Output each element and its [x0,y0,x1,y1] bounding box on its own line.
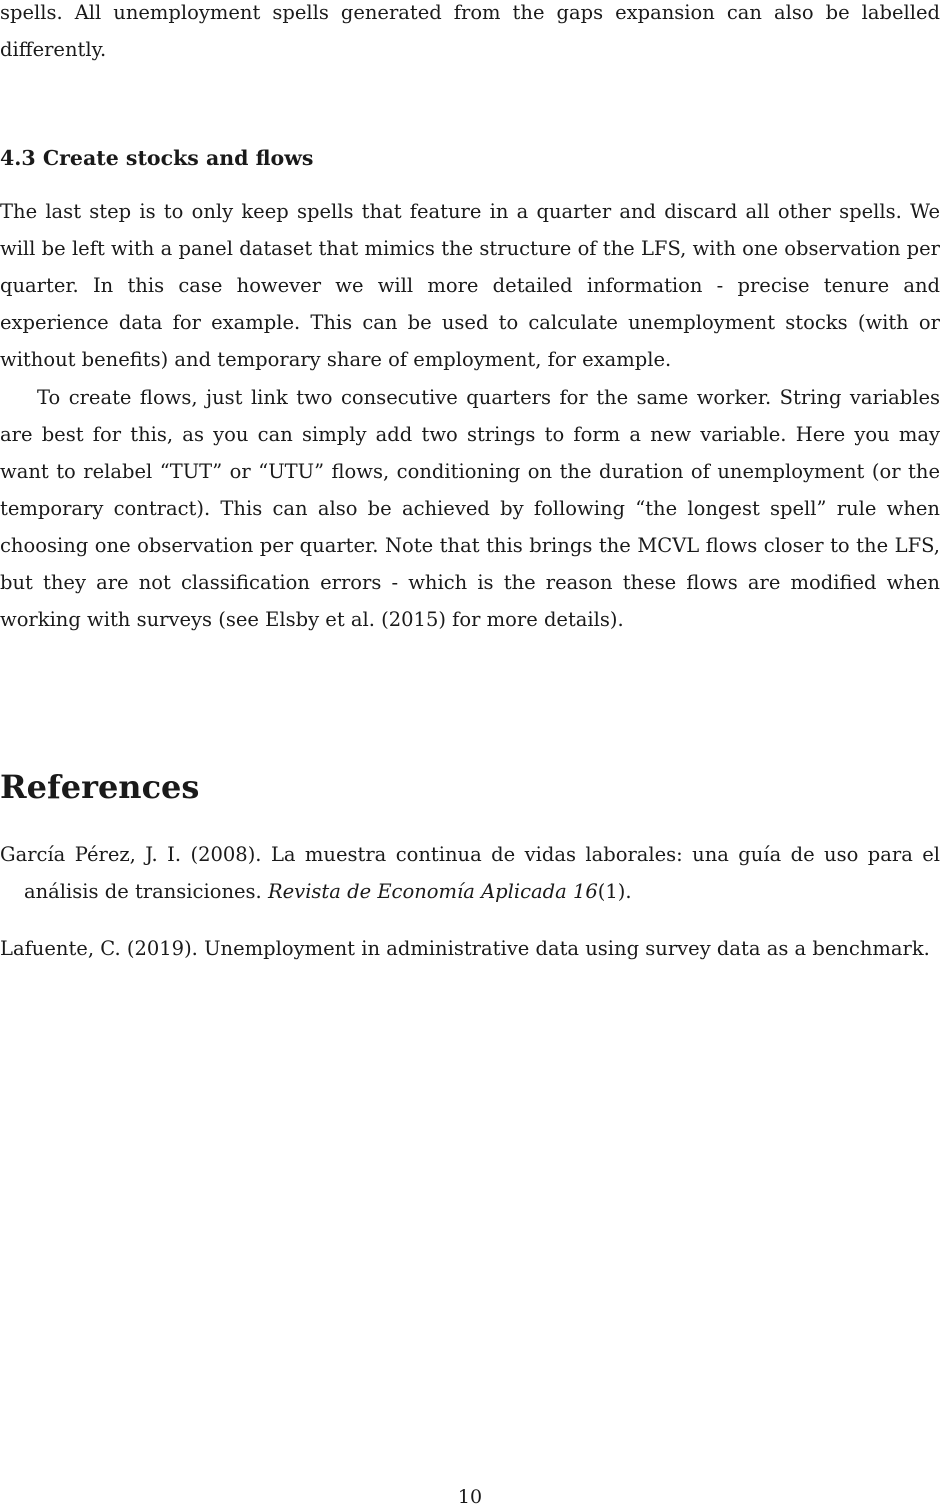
reference-title: La muestra continua de vidas laborales: una guía de uso para el análisis de transiciones. [24,843,940,903]
references-heading: References [0,768,200,806]
reference-title: Unemployment in administrative data using survey data as a benchmark. [204,937,930,960]
section-paragraph-2: To create flows, just link two consecutive quarters for the same worker. String variables are best for this, as you can simply add two strings to form a new variable. Here you may want to relabel “TUT” or “UTU” flows, conditioning on the duration of unemployment (or the temporary contract). This can also be achieved by following “the longest spell” rule when choosing one observation per quarter. Note that this brings the MCVL flows closer to the LFS, but they are not classification errors - which is the reason these flows are modified when working with surveys (see Elsby et al. (2015) for more details). [0,386,940,631]
reference-item [0,930,940,967]
page-number: 10 [457,1486,483,1508]
section-paragraph-1: The last step is to only keep spells that feature in a quarter and discard all other spells. We will be left with a panel dataset that mimics the structure of the LFS, with one observation per quarter. In this case however we will more detailed information - precise tenure and experience data for example. This can be used to calculate unemployment stocks (with or without benefits) and temporary share of employment, for example. [0,200,940,371]
reference-authors-year: García Pérez, J. I. (2008). [0,843,262,866]
reference-item [0,836,940,910]
section-number: 4.3 [0,146,36,170]
intro-paragraph: spells. All unemployment spells generated from the gaps expansion can also be labelled differently. [0,1,940,61]
reference-issue: (1). [597,880,632,903]
section-heading [0,140,313,176]
section-title: Create stocks and flows [42,146,314,170]
reference-authors-year: Lafuente, C. (2019). [0,937,198,960]
reference-journal: Revista de Economía Aplicada 16 [267,880,598,903]
